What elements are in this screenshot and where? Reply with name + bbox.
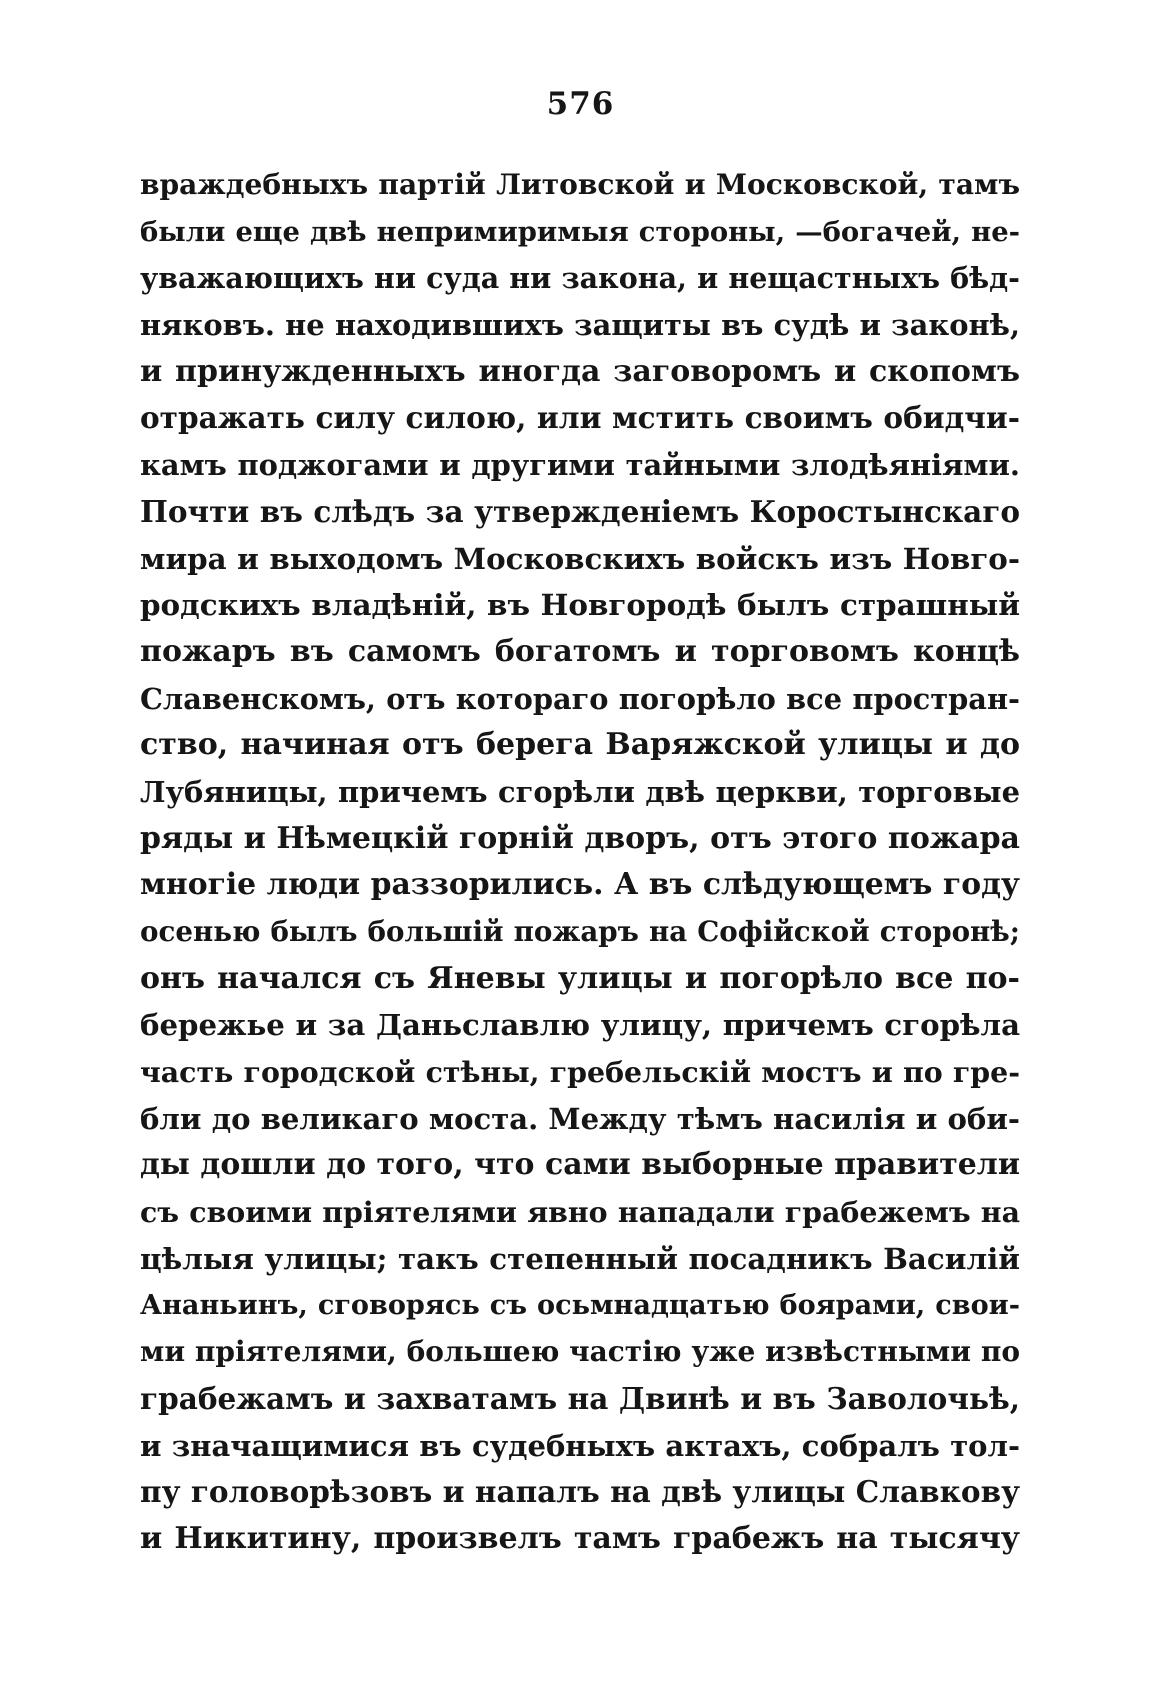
text-line: ды дошли до того, что сами выборные правители [140,1147,1020,1183]
text-line: Лубяницы, причемъ сгорѣли двѣ церкви, торговые [140,774,1020,809]
text-line: мира и выходомъ Московскихъ войскъ изъ Новго- [140,540,1020,576]
text-line: цѣлыя улицы; такъ степенный посадникъ Василій [140,1240,1020,1276]
text-line: Славенскомъ, отъ котораго погорѣло все простран- [140,681,1020,716]
text-line: пожаръ въ самомъ богатомъ и торговомъ концѣ [140,633,1020,669]
text-line: и принужденныхъ иногда заговоромъ и скопомъ [140,353,1020,389]
text-line: и Никитину, произвелъ тамъ грабежъ на тысячу [140,1520,1020,1556]
text-line: Ананьинъ, сговорясь съ осьмнадцатью боярами, свои- [140,1289,1020,1321]
text-line: онъ начался съ Яневы улицы и погорѣло все по- [140,960,1020,996]
text-line: враждебныхъ партій Литовской и Московской, тамъ [140,168,1020,201]
text-line: камъ поджогами и другими тайными злодѣяніями. [140,448,1020,483]
text-line: отражать силу силою, или мстить своимъ обидчи- [140,400,1020,436]
text-line: и значащимися въ судебныхъ актахъ, собралъ тол- [140,1428,1020,1463]
text-line: осенью былъ большій пожаръ на Софійской сторонѣ; [140,915,1020,948]
text-line: уважающихъ ни суда ни закона, и нещастныхъ бѣд- [140,261,1020,296]
body-text [140,162,1020,1563]
text-line: бережье и за Даньславлю улицу, причемъ сгорѣла [140,1008,1020,1043]
page-number: 576 [546,86,615,122]
text-line: ство, начиная отъ берега Варяжской улицы и до [140,727,1020,763]
text-line: родскихъ владѣній, въ Новгородѣ былъ страшный [140,587,1020,623]
text-line: ряды и Нѣмецкій горній дворъ, отъ этого пожара [140,820,1020,856]
text-line: были еще двѣ непримиримыя стороны, —богачей, не- [140,215,1020,248]
text-line: часть городской стѣны, гребельскій мостъ и по гре- [140,1055,1020,1090]
text-line: грабежамъ и захватамъ на Двинѣ и въ Заволочьѣ, [140,1380,1020,1416]
text-line: многіе люди раззорились. А въ слѣдующемъ году [140,867,1020,903]
text-line: съ своими пріятелями явно нападали грабежемъ на [140,1195,1020,1230]
text-line: Почти въ слѣдъ за утвержденіемъ Коростынскаго [140,493,1020,529]
text-line: бли до великаго моста. Между тѣмъ насилія и оби- [140,1101,1020,1136]
text-line: ми пріятелями, большею частію уже извѣстными по [140,1335,1020,1369]
text-line: няковъ. не находившихъ защиты въ судѣ и законѣ, [140,308,1020,343]
text-line: пу головорѣзовъ и напалъ на двѣ улицы Славкову [140,1474,1020,1510]
